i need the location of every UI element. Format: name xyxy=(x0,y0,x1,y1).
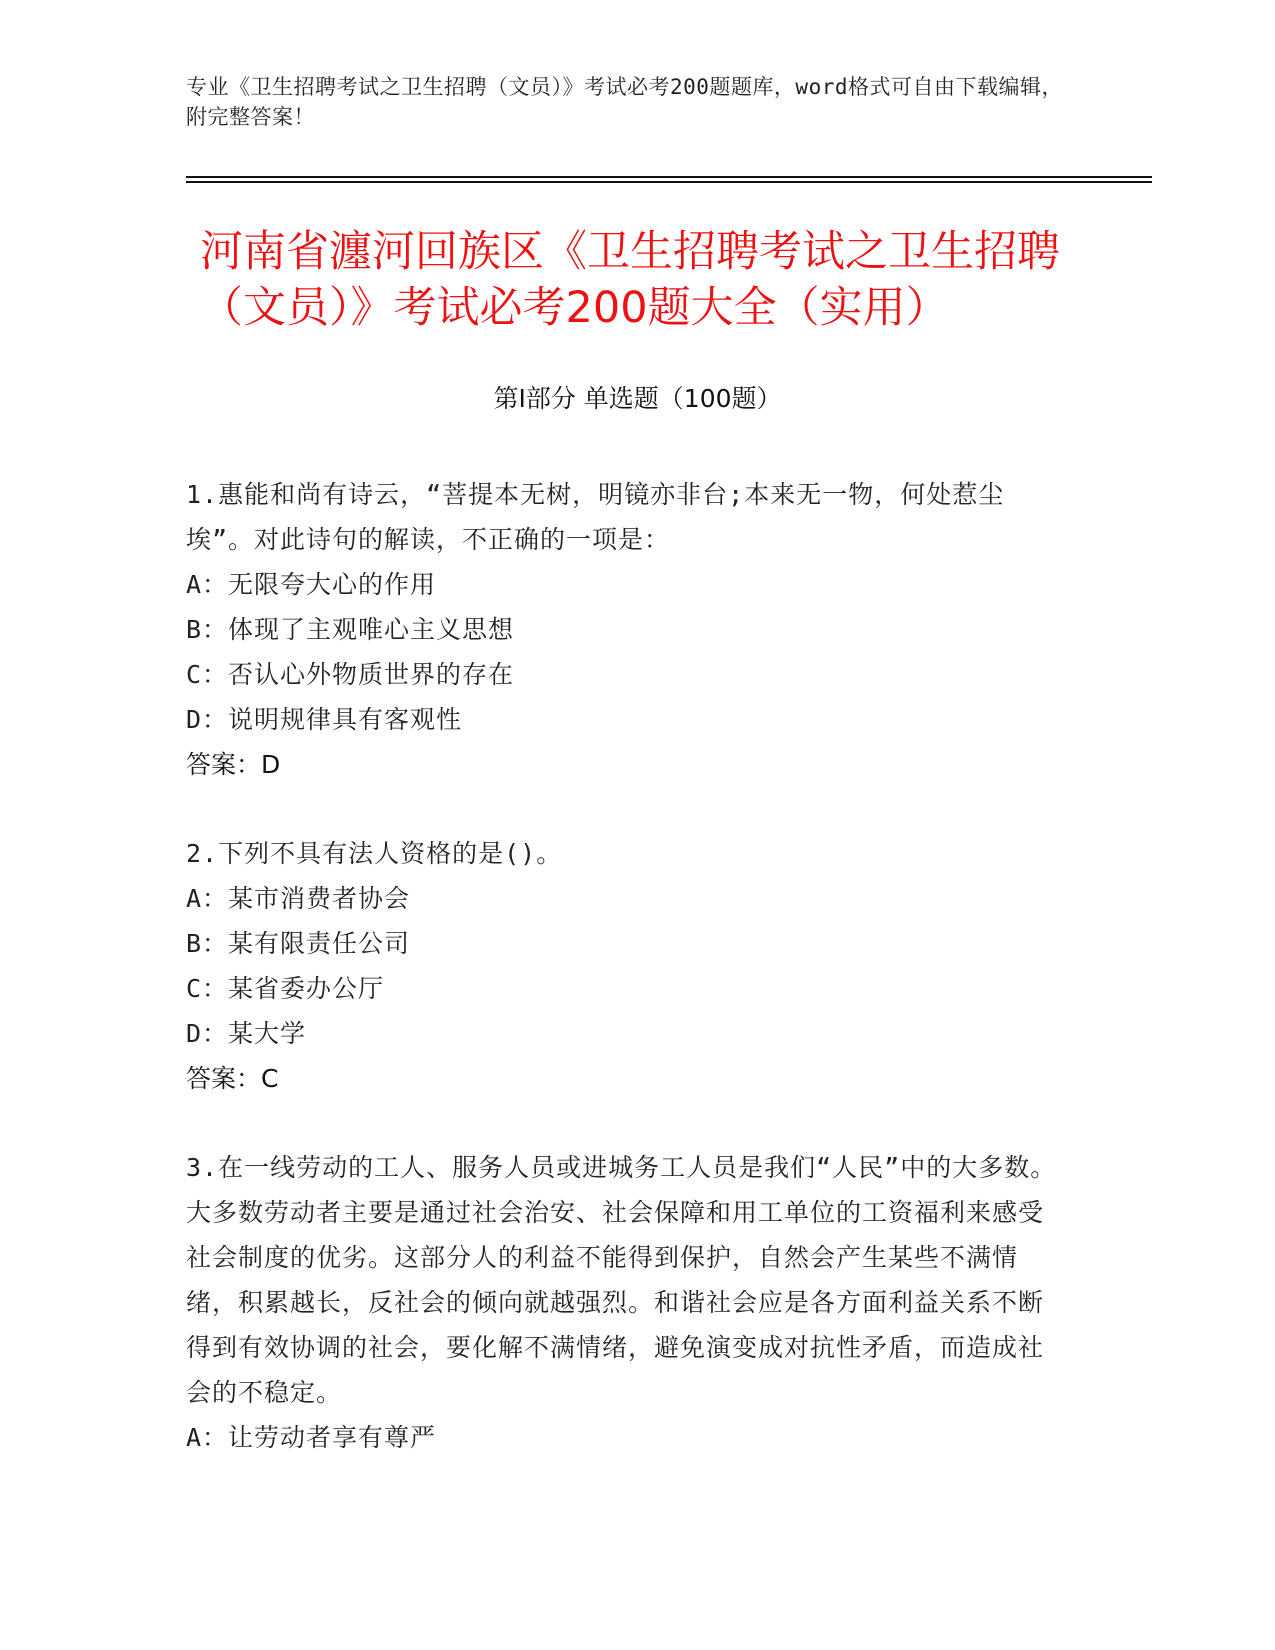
header-note: 专业《卫生招聘考试之卫生招聘（文员）》考试必考200题题库，word格式可自由下载编辑，附完整答案！ xyxy=(186,75,1063,129)
header-rule-top xyxy=(186,176,1152,178)
question-text: 2.下列不具有法人资格的是()。 xyxy=(186,839,563,868)
option-d: D：说明规律具有客观性 xyxy=(186,705,463,734)
option-b: B：体现了主观唯心主义思想 xyxy=(186,615,515,644)
question-2 xyxy=(186,831,1066,1101)
option-a: A：某市消费者协会 xyxy=(186,884,411,913)
option-d: D：某大学 xyxy=(186,1019,307,1048)
question-text: 1.惠能和尚有诗云，“菩提本无树，明镜亦非台;本来无一物，何处惹尘埃”。对此诗句的解读，不正确的一项是： xyxy=(186,480,1005,554)
question-text: 3.在一线劳动的工人、服务人员或进城务工人员是我们“人民”中的大多数。大多数劳动者主要是通过社会治安、社会保障和用工单位的工资福利来感受社会制度的优劣。这部分人的利益不能得到保护，自然会产生某些不满情绪，积累越长，反社会的倾向就越强烈。和谐社会应是各方面利益关系不断得到有效协调的社会，要化解不满情绪，避免演变成对抗性矛盾，而造成社会的不稳定。 xyxy=(186,1153,1057,1407)
header-rule-bottom xyxy=(186,181,1152,183)
option-a: A：无限夸大心的作用 xyxy=(186,570,437,599)
question-1 xyxy=(186,472,1066,787)
answer: 答案：D xyxy=(186,750,281,779)
question-list xyxy=(186,472,1066,1504)
option-c: C：某省委办公厅 xyxy=(186,974,385,1003)
section-heading: 第Ⅰ部分 单选题（100题） xyxy=(493,384,782,413)
option-a: A：让劳动者享有尊严 xyxy=(186,1423,437,1452)
question-3 xyxy=(186,1145,1066,1460)
option-c: C：否认心外物质世界的存在 xyxy=(186,660,515,689)
option-b: B：某有限责任公司 xyxy=(186,929,411,958)
answer: 答案：C xyxy=(186,1064,279,1093)
document-title: 河南省瀍河回族区《卫生招聘考试之卫生招聘（文员）》考试必考200题大全（实用） xyxy=(200,227,1060,333)
